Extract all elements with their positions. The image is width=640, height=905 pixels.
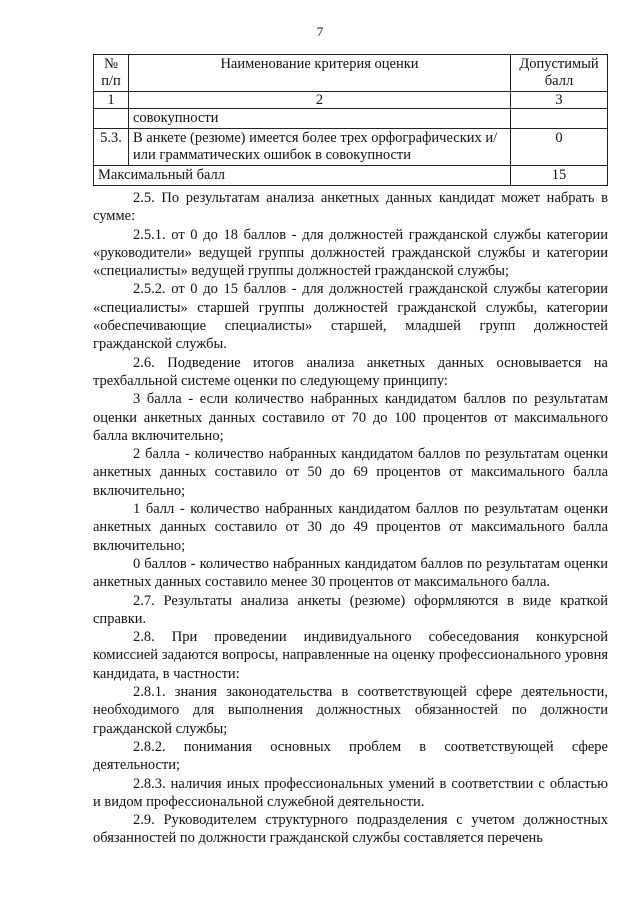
paragraph: 2 балла - количество набранных кандидатом баллов по результатам оценки анкетных данных составило от 50 до 69 процентов от максимального балла включительно; bbox=[93, 446, 608, 499]
max-label: Максимальный балл bbox=[94, 166, 511, 186]
document-body bbox=[93, 189, 608, 848]
table-index-row bbox=[94, 92, 608, 109]
row-text: В анкете (резюме) имеется более трех орфографических и/или грамматических ошибок в совокупности bbox=[129, 129, 511, 166]
row-text: совокупности bbox=[129, 109, 511, 129]
paragraph: 0 баллов - количество набранных кандидатом баллов по результатам оценки анкетных данных составило менее 30 процентов от максимального балла. bbox=[93, 555, 608, 591]
paragraph: 2.7. Результаты анализа анкеты (резюме) оформляются в виде краткой справки. bbox=[93, 592, 608, 627]
paragraph: 2.5.1. от 0 до 18 баллов - для должностей гражданской службы категории «руководители» ведущей группы должностей гражданской службы и категории «специалисты» ведущей группы должностей гражданской службы; bbox=[93, 226, 608, 280]
header-score: Допустимый балл bbox=[511, 55, 608, 92]
header-name: Наименование критерия оценки bbox=[129, 55, 511, 92]
paragraph: 2.6. Подведение итогов анализа анкетных данных основывается на трехбалльной системе оценки по следующему принципу: bbox=[93, 354, 608, 389]
row-num bbox=[94, 109, 129, 129]
max-score: 15 bbox=[511, 166, 608, 186]
page-number: 7 bbox=[316, 24, 324, 39]
index-cell: 2 bbox=[129, 92, 511, 109]
row-num: 5.3. bbox=[94, 129, 129, 166]
row-score bbox=[511, 109, 608, 129]
index-cell: 3 bbox=[511, 92, 608, 109]
table-max-row bbox=[94, 166, 608, 186]
paragraph: 2.5. По результатам анализа анкетных данных кандидат может набрать в сумме: bbox=[93, 190, 608, 225]
paragraph: 2.5.2. от 0 до 15 баллов - для должностей гражданской службы категории «специалисты» старшей группы должностей гражданской службы, категории «обеспечивающие специалисты» старшей, младшей групп должностей гражданской службы. bbox=[93, 281, 608, 353]
paragraph: 2.9. Руководителем структурного подразделения с учетом должностных обязанностей по должности гражданской службы составляется перечень bbox=[93, 812, 608, 847]
paragraph: 3 балла - если количество набранных кандидатом баллов по результатам оценки анкетных данных составило от 70 до 100 процентов от максимального балла включительно; bbox=[93, 391, 608, 444]
table-header-row bbox=[94, 55, 608, 92]
paragraph: 2.8.2. понимания основных проблем в соответствующей сфере деятельности; bbox=[93, 738, 608, 774]
header-num: № п/п bbox=[94, 55, 129, 92]
table-row bbox=[94, 129, 608, 166]
row-score: 0 bbox=[511, 129, 608, 166]
index-cell: 1 bbox=[94, 92, 129, 109]
paragraph: 2.8. При проведении индивидуального собеседования конкурсной комиссией задаются вопросы, направленные на оценку профессионального уровня кандидата, в частности: bbox=[93, 629, 608, 682]
paragraph: 2.8.1. знания законодательства в соответствующей сфере деятельности, необходимого для выполнения должностных обязанностей по должности гражданской службы; bbox=[93, 684, 608, 737]
table-row bbox=[94, 109, 608, 129]
paragraph: 1 балл - количество набранных кандидатом баллов по результатам оценки анкетных данных составило от 30 до 49 процентов от максимального балла включительно; bbox=[93, 501, 608, 554]
paragraph: 2.8.3. наличия иных профессиональных умений в соответствии с областью и видом профессиональной служебной деятельности. bbox=[93, 775, 608, 810]
criteria-table bbox=[93, 54, 608, 186]
